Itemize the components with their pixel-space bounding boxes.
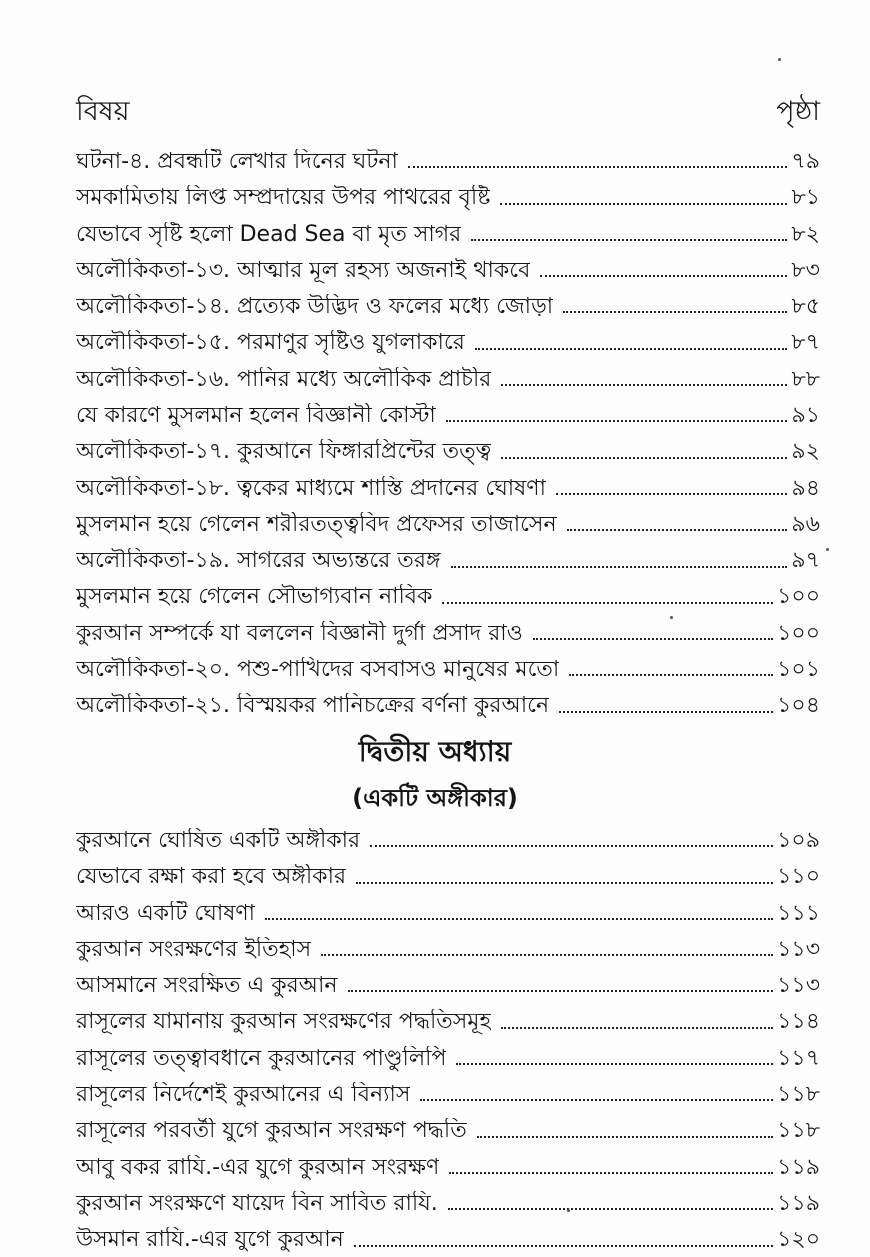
toc-entry-page-number: ১১০ [777, 864, 820, 890]
toc-entry [76, 502, 820, 538]
toc-entry-title: মুসলমান হয়ে গেলেন সৌভাগ্যবান নাবিক [76, 584, 433, 610]
toc-entry-title: অলৌকিকতা-১৯. সাগরের অভ্যন্তরে তরঙ্গ [76, 548, 441, 574]
toc-entry [76, 320, 820, 356]
toc-entry-title: অলৌকিকতা-১৮. ত্বকের মাধ্যমে শাস্তি প্রদানের ঘোষণা [76, 475, 546, 501]
toc-entry-page-number: ১০৯ [777, 827, 820, 853]
dot-leader [533, 638, 773, 640]
toc-entry-title: মুসলমান হয়ে গেলেন শরীরতত্ত্ববিদ প্রফেসর তাজাসেন [76, 511, 557, 537]
toc-entry [76, 683, 820, 719]
toc-entry-page-number: ৯২ [791, 439, 820, 465]
toc-entry-page-number: ১০০ [777, 584, 820, 610]
toc-entry-title: কুরআন সংরক্ষণে যায়েদ বিন সাবিত রাযি. [76, 1190, 438, 1216]
paper-speck [567, 1209, 570, 1212]
dot-leader [563, 311, 787, 313]
dot-leader [265, 918, 773, 920]
toc-entry-title: অলৌকিকতা-২১. বিস্ময়কর পানিচক্রের বর্ণনা কুরআনে [76, 693, 550, 719]
toc-entry [76, 854, 820, 890]
dot-leader [475, 348, 788, 350]
toc-entry [76, 284, 820, 320]
toc-entry-title: অলৌকিকতা-১৬. পানির মধ্যে অলৌকিক প্রাচীর [76, 366, 492, 392]
toc-entry [76, 393, 820, 429]
dot-leader [501, 384, 787, 386]
toc-entry-title: উসমান রাযি.-এর যুগে কুরআন [76, 1227, 344, 1253]
dot-leader [556, 493, 787, 495]
toc-entry [76, 1181, 820, 1217]
toc-entry-page-number: ১০০ [777, 620, 820, 646]
dot-leader [471, 239, 787, 241]
dot-leader [477, 1136, 773, 1138]
dot-leader [356, 882, 773, 884]
toc-entry [76, 248, 820, 284]
toc-entry-page-number: ৮১ [791, 185, 820, 211]
toc-entry-title: সমকামিতায় লিপ্ত সম্প্রদায়ের উপর পাথরের বৃষ্টি [76, 185, 491, 211]
toc-entry-page-number: ৮৮ [791, 366, 820, 392]
toc-entry-title: অলৌকিকতা-১৫. পরমাণুর সৃষ্টিও যুগলাকারে [76, 330, 465, 356]
toc-entry [76, 963, 820, 999]
toc-entry-title: অলৌকিকতা-১৪. প্রত্যেক উদ্ভিদ ও ফলের মধ্যে জোড়া [76, 294, 554, 320]
dot-leader [500, 203, 787, 205]
toc-entry-page-number: ১১৮ [777, 1118, 820, 1144]
toc-entry-page-number: ১১৩ [777, 936, 820, 962]
dot-leader [408, 166, 788, 168]
toc-entry [76, 575, 820, 611]
toc-entry [76, 139, 820, 175]
dot-leader [559, 711, 773, 713]
dot-leader [569, 674, 773, 676]
toc-entry-title: আরও একটি ঘোষণা [76, 900, 256, 926]
toc-entry-title: রাসূলের নির্দেশেই কুরআনের এ বিন্যাস [76, 1081, 411, 1107]
toc-entry-page-number: ১১৯ [777, 1190, 820, 1216]
toc-entry-title: রাসূলের যামানায় কুরআন সংরক্ষণের পদ্ধতিসমূহ [76, 1009, 492, 1035]
toc-entry [76, 891, 820, 927]
dot-leader [442, 602, 773, 604]
toc-entry-page-number: ১১৭ [777, 1045, 820, 1071]
toc-entry-title: যেভাবে রক্ষা করা হবে অঙ্গীকার [76, 864, 347, 890]
toc-entry [76, 1145, 820, 1181]
toc-entry [76, 466, 820, 502]
toc-entry-page-number: ৮৩ [791, 257, 820, 283]
toc-entry-page-number: ৮৫ [791, 294, 820, 320]
toc-entry-title: যেভাবে সৃষ্টি হলো Dead Sea বা মৃত সাগর [76, 221, 462, 247]
paper-speck [670, 616, 673, 619]
toc-entry-title: অলৌকিকতা-১৭. কুরআনে ফিঙ্গারপ্রিন্টের তত্ত্ব [76, 439, 492, 465]
toc-entry [76, 1036, 820, 1072]
toc-entry [76, 1072, 820, 1108]
toc-entry [76, 212, 820, 248]
toc-entry-page-number: ৮২ [791, 221, 820, 247]
dot-leader [451, 566, 788, 568]
toc-entry-title: অলৌকিকতা-২০. পশু-পাখিদের বসবাসও মানুষের মতো [76, 657, 560, 683]
toc-entry-page-number: ৯৪ [791, 475, 820, 501]
toc-entry-page-number: ১১৯ [777, 1154, 820, 1180]
toc-entry-page-number: ১১৮ [777, 1081, 820, 1107]
dot-leader [321, 954, 773, 956]
toc-entry [76, 1108, 820, 1144]
toc-entry [76, 538, 820, 574]
toc-section-1 [76, 139, 820, 720]
paper-speck [778, 58, 781, 61]
toc-section-2 [76, 818, 820, 1254]
dot-leader [501, 1027, 773, 1029]
dot-leader [448, 1208, 773, 1210]
toc-entry-title: কুরআন সংরক্ষণের ইতিহাস [76, 936, 312, 962]
toc-entry [76, 647, 820, 683]
dot-leader [370, 845, 773, 847]
toc-entry [76, 999, 820, 1035]
paper-speck [826, 548, 829, 551]
toc-entry-title: রাসূলের তত্ত্বাবধানে কুরআনের পাণ্ডুলিপি [76, 1045, 447, 1071]
chapter-subtitle: (একটি অঙ্গীকার) [352, 784, 518, 812]
toc-entry-title: কুরআন সম্পর্কে যা বললেন বিজ্ঞানী দুর্গা প্রসাদ রাও [76, 620, 523, 646]
dot-leader [354, 1245, 773, 1247]
toc-entry [76, 175, 820, 211]
toc-entry [76, 611, 820, 647]
toc-entry-page-number: ৯১ [791, 402, 820, 428]
toc-entry-title: ঘটনা-৪. প্রবন্ধটি লেখার দিনের ঘটনা [76, 148, 398, 174]
dot-leader [540, 275, 787, 277]
dot-leader [446, 420, 788, 422]
dot-leader [449, 1172, 773, 1174]
toc-entry-page-number: ১১৩ [777, 973, 820, 999]
toc-entry-page-number: ১০৪ [777, 693, 820, 719]
toc-entry-page-number: ১২০ [777, 1227, 820, 1253]
toc-entry-title: রাসূলের পরবর্তী যুগে কুরআন সংরক্ষণ পদ্ধতি [76, 1118, 467, 1144]
toc-entry [76, 1217, 820, 1253]
toc-entry [76, 927, 820, 963]
toc-entry-page-number: ৯৬ [791, 511, 820, 537]
toc-entry [76, 357, 820, 393]
toc-entry [76, 429, 820, 465]
toc-entry-title: আসমানে সংরক্ষিত এ কুরআন [76, 973, 338, 999]
toc-entry-title: যে কারণে মুসলমান হলেন বিজ্ঞানী কোস্টা [76, 402, 436, 428]
toc-entry-title: অলৌকিকতা-১৩. আত্মার মূল রহস্য অজনাই থাকবে [76, 257, 531, 283]
page-column-label: পৃষ্ঠা [776, 96, 820, 127]
toc-entry [76, 818, 820, 854]
toc-entry-page-number: ১০১ [777, 657, 820, 683]
toc-entry-title: আবু বকর রাযি.-এর যুগে কুরআন সংরক্ষণ [76, 1154, 440, 1180]
toc-entry-page-number: ৮৭ [791, 330, 820, 356]
chapter-title: দ্বিতীয় অধ্যায় [358, 735, 512, 768]
toc-entry-page-number: ৯৭ [791, 548, 820, 574]
toc-entry-page-number: ১১৪ [777, 1009, 820, 1035]
toc-entry-title: কুরআনে ঘোষিত একটি অঙ্গীকার [76, 827, 361, 853]
toc-header [76, 96, 820, 136]
toc-entry-page-number: ১১১ [777, 900, 820, 926]
subject-column-label: বিষয় [76, 96, 130, 127]
dot-leader [567, 529, 788, 531]
dot-leader [348, 990, 774, 992]
dot-leader [420, 1099, 773, 1101]
dot-leader [456, 1063, 773, 1065]
dot-leader [501, 457, 787, 459]
toc-entry-page-number: ৭৯ [791, 148, 820, 174]
